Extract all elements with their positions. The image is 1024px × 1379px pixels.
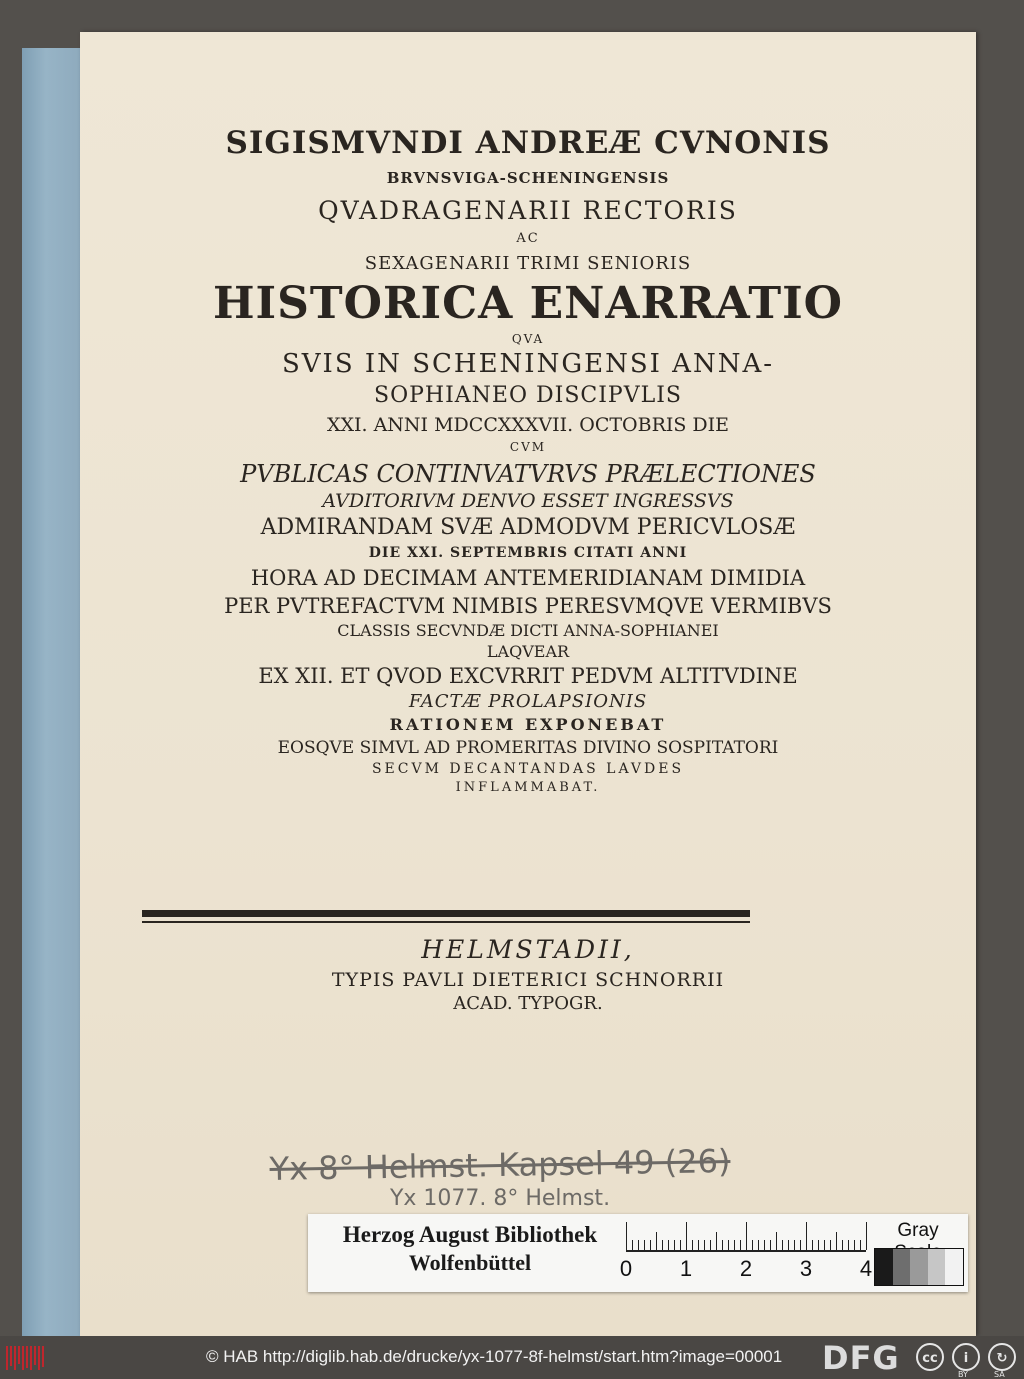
ruler-tick — [854, 1240, 855, 1250]
copyright-link[interactable]: © HAB http://diglib.hab.de/drucke/yx-1077-8f-helmst/start.htm?image=00001 — [206, 1347, 783, 1366]
ruler-tick — [740, 1240, 741, 1250]
imprint-printer: TYPIS PAVLI DIETERICI SCHNORRII — [331, 968, 725, 991]
ruler-tick — [830, 1240, 831, 1250]
viewer-footer — [0, 1336, 1024, 1379]
ruler-tick — [704, 1240, 705, 1250]
title-line-15: DIE XXI. SEPTEMBRIS CITATI ANNI — [368, 545, 688, 562]
ruler-tick — [674, 1240, 675, 1250]
title-page — [80, 32, 976, 1336]
title-line-date: XXI. ANNI MDCCXXXVII. OCTOBRIS DIE — [326, 413, 730, 436]
ruler-tick — [710, 1240, 711, 1250]
ruler-tick — [644, 1240, 645, 1250]
gray-swatch — [893, 1249, 911, 1285]
gray-scale-label: Gray — [874, 1220, 962, 1264]
ruler-tick — [728, 1240, 729, 1250]
title-line-17: PER PVTREFACTVM NIMBIS PERESVMQVE VERMIBVS — [224, 593, 832, 618]
imprint-block — [80, 936, 976, 1014]
ruler-tick — [638, 1240, 639, 1250]
gray-swatch — [910, 1249, 928, 1285]
title-line-23: EOSQVE SIMVL AD PROMERITAS DIVINO SOSPITATORI — [277, 738, 779, 759]
ruler-number: 2 — [739, 1256, 753, 1281]
shelfmark-annotation — [200, 1141, 800, 1211]
title-line-12: PVBLICAS CONTINVATVRVS PRÆLECTIONES — [240, 459, 816, 488]
title-line-20: EX XII. ET QVOD EXCVRRIT PEDVM ALTITVDINE — [258, 663, 798, 688]
title-line-13: AVDITORIVM DENVO ESSET INGRESSVS — [322, 490, 734, 513]
ruler-number: 0 — [619, 1256, 633, 1281]
title-line-9: SOPHIANEO DISCIPVLIS — [374, 383, 682, 409]
imprint-place: HELMSTADII, — [421, 935, 635, 964]
gray-swatch — [945, 1249, 963, 1285]
library-label-card — [308, 1214, 968, 1292]
gray-scale-bar — [874, 1248, 964, 1286]
ruler-tick — [626, 1222, 627, 1250]
title-line-19: LAQVEAR — [486, 642, 570, 662]
ruler-number: 1 — [679, 1256, 693, 1281]
ruler-tick — [668, 1240, 669, 1250]
library-name-line2: Wolfenbüttel — [408, 1250, 532, 1275]
ruler-tick — [680, 1240, 681, 1250]
ruler-tick — [752, 1240, 753, 1250]
title-line-main: HISTORICA ENARRATIO — [212, 278, 844, 330]
ruler-tick — [812, 1240, 813, 1250]
ruler-tick — [746, 1222, 747, 1250]
title-line-14: ADMIRANDAM SVÆ ADMODVM PERICVLOSÆ — [260, 514, 796, 540]
title-text-block — [80, 126, 976, 796]
title-line-25: INFLAMMABAT. — [455, 780, 601, 796]
ruler-tick — [782, 1240, 783, 1250]
ruler-tick — [770, 1240, 771, 1250]
gray-swatch — [928, 1249, 946, 1285]
scale-ruler — [626, 1220, 866, 1252]
ruler-tick — [860, 1240, 861, 1250]
divider-rule-thin — [142, 921, 750, 923]
title-line-16: HORA AD DECIMAM ANTEMERIDIANAM DIMIDIA — [250, 566, 806, 591]
ruler-tick — [692, 1240, 693, 1250]
cover-spine — [22, 48, 82, 1336]
title-line-origin: BRVNSVIGA-SCHENINGENSIS — [386, 169, 670, 188]
ruler-tick — [734, 1240, 735, 1250]
title-line-qua: QVA — [511, 331, 545, 346]
by-label: BY — [958, 1370, 968, 1379]
ruler-tick — [842, 1240, 843, 1250]
title-line-18: CLASSIS SECVNDÆ DICTI ANNA-SOPHIANEI — [337, 620, 719, 640]
ruler-tick — [662, 1240, 663, 1250]
title-line-8: SVIS IN SCHENINGENSI ANNA- — [281, 348, 775, 379]
ruler-tick — [656, 1232, 657, 1250]
barcode-icon — [6, 1346, 44, 1370]
ruler-tick — [824, 1240, 825, 1250]
ruler-tick — [698, 1240, 699, 1250]
sa-label: SA — [994, 1370, 1005, 1379]
ruler-tick — [650, 1240, 651, 1250]
shelfmark-current: Yx 1077. 8° Helmst. — [389, 1186, 611, 1211]
ruler-tick — [848, 1240, 849, 1250]
ruler-tick — [800, 1240, 801, 1250]
title-line-21: FACTÆ PROLAPSIONIS — [408, 690, 648, 712]
ruler-tick — [632, 1240, 633, 1250]
title-line-22: RATIONEM EXPONEBAT — [389, 714, 667, 734]
title-line-senior: SEXAGENARII TRIMI SENIORIS — [364, 253, 692, 275]
ruler-tick — [818, 1240, 819, 1250]
divider-rule-thick — [142, 910, 750, 917]
ruler-tick — [716, 1232, 717, 1250]
ruler-tick — [686, 1222, 687, 1250]
sa-share-alike-icon[interactable]: ↻ — [988, 1343, 1016, 1371]
library-name — [320, 1222, 620, 1276]
title-line-ac: AC — [516, 231, 540, 247]
ruler-tick — [776, 1232, 777, 1250]
dfg-logo: DFG — [822, 1339, 900, 1377]
shelfmark-old: Yx 8° Helmst. Kapsel 49 (26) — [269, 1141, 731, 1189]
ruler-tick — [722, 1240, 723, 1250]
title-line-author: SIGISMVNDI ANDREÆ CVNONIS — [225, 125, 831, 161]
ruler-number: 4 — [859, 1256, 873, 1281]
ruler-tick — [836, 1232, 837, 1250]
by-attribution-icon[interactable]: i — [952, 1343, 980, 1371]
imprint-role: ACAD. TYPOGR. — [453, 993, 603, 1015]
title-line-cum: CVM — [509, 440, 547, 455]
ruler-tick — [794, 1240, 795, 1250]
ruler-tick — [788, 1240, 789, 1250]
ruler-tick — [764, 1240, 765, 1250]
title-line-24: SECVM DECANTANDAS LAVDES — [371, 761, 685, 778]
library-name-line1: Herzog August Bibliothek — [342, 1222, 598, 1247]
gray-swatch — [875, 1249, 893, 1285]
cc-license-icon[interactable]: cc — [916, 1343, 944, 1371]
ruler-tick — [866, 1222, 867, 1250]
title-line-rector: QVADRAGENARII RECTORIS — [318, 195, 738, 225]
ruler-tick — [806, 1222, 807, 1250]
ruler-tick — [758, 1240, 759, 1250]
ruler-number: 3 — [799, 1256, 813, 1281]
